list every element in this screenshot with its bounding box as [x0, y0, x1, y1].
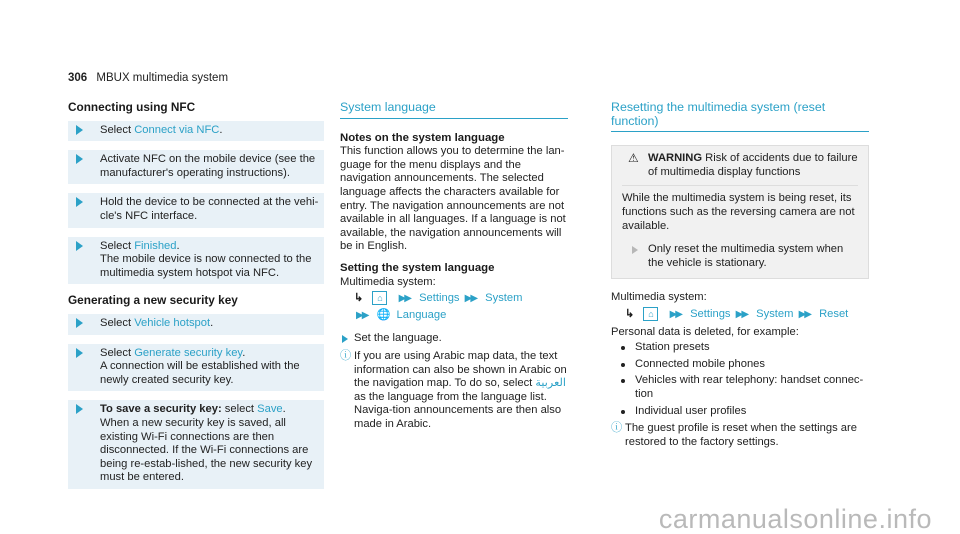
step-set-language [340, 332, 568, 346]
step-select-finished [68, 237, 324, 285]
bullet-icon [621, 379, 625, 383]
page-number: 306 [68, 72, 88, 84]
warning-icon: ⚠ [628, 151, 639, 166]
step-text: Select [100, 316, 135, 329]
arrow-right-icon [76, 241, 83, 251]
nfc-steps [68, 121, 324, 285]
heading-security-key: Generating a new security key [68, 293, 238, 308]
chevron-double-icon: ▶▶ [356, 309, 368, 321]
step-text: Select [100, 239, 135, 252]
menu-item-connect-via-nfc: Connect via NFC [134, 123, 220, 136]
info-text: The guest profile is reset when the settings are restored to the factory settings. [625, 422, 857, 448]
heading-reset-function: Resetting the multimedia system (reset function) [611, 101, 869, 132]
step-text: Only reset the multimedia system when the vehicle is stationary. [648, 243, 844, 269]
nav-language: Language [396, 308, 447, 321]
arrow-right-icon [76, 348, 83, 358]
warning-step [622, 243, 858, 270]
nav-path-2 [340, 309, 568, 323]
heading-connecting-nfc: Connecting using NFC [68, 100, 196, 114]
warning-body: While the multimedia system is being reset, its functions such as the reversing camera are not available. [622, 185, 858, 233]
step-save-key [68, 400, 324, 489]
arrow-right-icon [76, 318, 83, 328]
nav-path [611, 307, 869, 322]
info-text: If you are using Arabic map data, the text information can also be shown in Arabic on the navigation map. To do so, select [354, 349, 567, 390]
nav-settings: Settings [419, 292, 460, 305]
arrow-right-icon [76, 197, 83, 207]
info-icon: ⓘ [340, 349, 352, 362]
list-item [611, 358, 869, 372]
chevron-double-icon: ▶▶ [398, 293, 410, 305]
menu-item-generate-security-key: Generate security key [134, 346, 243, 359]
warning-text: Risk of accidents due to failure of multimedia display functions [648, 152, 858, 178]
step-text: Activate NFC on the mobile device (see the manufacturer's operating instructions). [100, 153, 316, 179]
arrow-right-icon [342, 335, 348, 343]
globe-icon: 🌐 [376, 308, 391, 321]
heading-setting-language: Setting the system language [340, 261, 495, 274]
manual-title: MBUX multimedia system [96, 72, 229, 84]
nav-system: System [485, 292, 523, 305]
step-punct: . [219, 123, 223, 136]
warning-word: WARNING [648, 152, 703, 165]
step-select-connect-nfc [68, 121, 324, 142]
info-arabic [340, 350, 568, 432]
step-text: select [221, 403, 258, 416]
home-icon: ⌂ [643, 307, 658, 321]
step-generate-key [68, 344, 324, 392]
list-item-text: Individual user profiles [635, 404, 747, 417]
info-icon: ⓘ [611, 422, 623, 435]
list-item-text: Vehicles with rear telephony: handset connec-tion [635, 374, 864, 400]
step-punct: . [210, 316, 214, 329]
list-item [611, 374, 869, 401]
nav-arrow-icon: ↳ [354, 292, 364, 305]
step-select-vehicle-hotspot [68, 314, 324, 335]
arrow-right-icon [632, 246, 638, 254]
notes-body: This function allows you to determine the lan-guage for the menu displays and the navigation announcements. The selected language affects the characters available for entry. The navigation announcements are not available in all languages. If a language is not available, the navigation announcements will be in English. [340, 145, 566, 253]
column-reset [611, 101, 869, 449]
step-result: A connection will be established with the newly created security key. [100, 360, 300, 386]
list-item [611, 405, 869, 419]
info-guest-profile [611, 422, 869, 449]
nav-arrow-icon: ↳ [625, 307, 635, 320]
chevron-double-icon: ▶▶ [669, 308, 681, 320]
nav-path [340, 291, 568, 306]
nav-intro: Multimedia system: [611, 291, 707, 304]
chevron-double-icon: ▶▶ [735, 308, 748, 320]
watermark: carmanualsonline.info [658, 504, 932, 534]
menu-item-vehicle-hotspot: Vehicle hotspot [134, 316, 211, 329]
step-text: Set the language. [354, 332, 442, 345]
deleted-list [611, 341, 869, 418]
heading-system-language: System language [340, 101, 568, 119]
chevron-double-icon: ▶▶ [464, 293, 477, 305]
list-item-text: Connected mobile phones [635, 357, 765, 370]
nav-intro: Multimedia system: [340, 275, 436, 288]
deleted-intro: Personal data is deleted, for example: [611, 325, 799, 338]
bullet-icon [621, 363, 625, 367]
menu-item-arabic: العربية [535, 377, 566, 390]
menu-item-finished: Finished [134, 239, 177, 252]
column-system-language [340, 101, 568, 431]
step-punct: . [176, 239, 180, 252]
nav-reset: Reset [819, 307, 849, 320]
list-item [611, 341, 869, 355]
nav-settings: Settings [690, 307, 731, 320]
bullet-icon [621, 410, 625, 414]
step-result: The mobile device is now connected to the multimedia system hotspot via NFC. [100, 253, 312, 279]
step-punct: . [282, 403, 286, 416]
page-header [68, 72, 228, 86]
step-result: When a new security key is saved, all existing Wi-Fi connections are then disconnected. If the Wi-Fi connections are being re-estab-lished, the new security key must be entered. [100, 416, 313, 484]
step-label: To save a security key: [100, 403, 222, 416]
step-hold-device [68, 193, 324, 227]
step-text: Hold the device to be connected at the vehi-cle's NFC interface. [100, 196, 319, 222]
home-icon: ⌂ [372, 291, 387, 305]
list-item-text: Station presets [635, 341, 710, 354]
warning-box [611, 145, 869, 279]
arrow-right-icon [76, 404, 83, 414]
key-steps [68, 314, 324, 489]
bullet-icon [621, 346, 625, 350]
step-activate-nfc [68, 150, 324, 184]
arrow-right-icon [76, 154, 83, 164]
heading-notes-language: Notes on the system language [340, 131, 505, 144]
nav-system: System [756, 307, 794, 320]
step-text: Select [100, 346, 135, 359]
step-punct: . [242, 346, 246, 359]
step-text: Select [100, 123, 135, 136]
chevron-double-icon: ▶▶ [798, 308, 810, 320]
menu-item-save: Save [257, 403, 283, 416]
warning-header [622, 152, 858, 179]
arrow-right-icon [76, 125, 83, 135]
info-text: as the language from the language list. Naviga-tion announcements are then also made in Arabic. [354, 390, 562, 430]
column-nfc [68, 101, 324, 499]
